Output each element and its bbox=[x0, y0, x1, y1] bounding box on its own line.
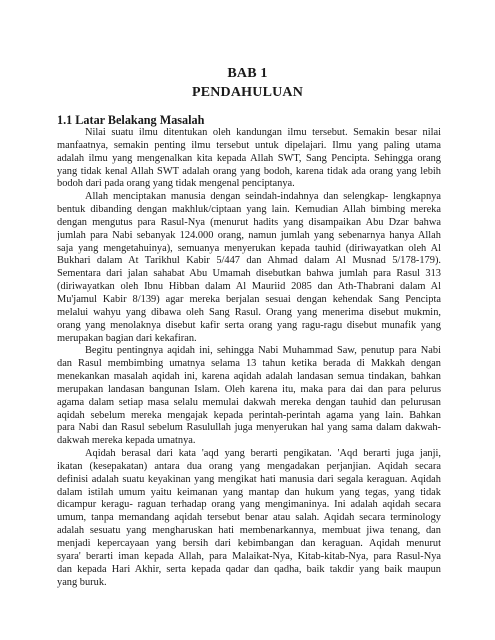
paragraph-line: bentuk dibanding dengan makhluk/ciptaan yang lain. Kemudian Allah bimbing mereka bbox=[57, 204, 441, 216]
paragraph-line: menjadi kepercayaan yang bersih dari kebimbangan dan keraguan. Aqidah menurut bbox=[57, 538, 441, 549]
paragraph-line: adalah sesuatu yang mengharuskan hati membenarkannya, membuat jiwa tenang, dan bbox=[57, 525, 441, 537]
paragraph-line: orang yang menolaknya disebut kafir serta orang yang ragu-ragu disebut munafik yang bbox=[57, 319, 441, 331]
paragraph-line: Allah menciptakan manusia dengan seindah-indahnya dan selengkap- lengkapnya bbox=[85, 191, 441, 203]
paragraph-line: agama dalam setiap masa selalu memulai dakwah mereka dengan tauhid dan pelurusan bbox=[57, 396, 441, 408]
chapter-number: BAB 1 bbox=[227, 66, 268, 81]
chapter-title: PENDAHULUAN bbox=[191, 85, 304, 100]
paragraph-line: syara' berarti iman kepada Allah, para Malaikat-Nya, Kitab-kitab-Nya, para Rasul-Nya bbox=[57, 550, 441, 562]
paragraph-line: saja yang mengetahuinya), semuanya menyerukan kepada tauhid (diriwayatkan oleh Al bbox=[57, 242, 441, 254]
paragraph-line: yang tidak kenal Allah SWT adalah orang yang bodoh, karena tidak ada orang yang lebih bbox=[57, 165, 441, 177]
paragraph-line: Mu'jamul Kabir 8/139) agar mereka berjalan sesuai dengan kehendak Sang Pencipta bbox=[57, 293, 441, 305]
paragraph-line: Bukhari dalam At Tarikhul Kabir 5/447 dan Ahmad dalam Al Musnad 5/178-179). bbox=[57, 255, 441, 267]
paragraph-line: Nilai suatu ilmu ditentukan oleh kandungan ilmu tersebut. Semakin besar nilai bbox=[85, 127, 441, 138]
section-heading: 1.1 Latar Belakang Masalah bbox=[57, 113, 205, 127]
body-text bbox=[57, 127, 441, 589]
paragraph-line: dengan mengutus para Rasul-Nya (menurut hadits yang disampaikan Abu Dzar bahwa bbox=[57, 216, 441, 228]
paragraph-line: melalui wahyu yang dibawa oleh Sang Rasul. Orang yang menerima disebut mukmin, bbox=[57, 306, 441, 318]
paragraph-line: dan Rasul membimbing umatnya selama 13 tahun ketika berada di Makkah dengan bbox=[57, 358, 441, 370]
paragraph-line: ikatan (kesepakatan) antara dua orang yang mengadakan perjanjian. Aqidah secara bbox=[57, 460, 441, 472]
paragraph-line: Begitu pentingnya aqidah ini, sehingga Nabi Muhammad Saw, penutup para Nabi bbox=[85, 345, 441, 357]
paragraph-line: aqidah sebelum mereka mengajak kepada perintah-perintah agama yang lain. Bahkan bbox=[57, 409, 441, 421]
paragraph-line: menekankan masalah aqidah ini, karena aqidah adalah landasan semua tindakan, bahkan bbox=[57, 371, 441, 383]
paragraph-line: dan kepada Hari Akhir, serta kepada qadar dan qadha, baik takdir yang baik maupun bbox=[57, 563, 441, 575]
paragraph-line: yang buruk. bbox=[57, 576, 107, 588]
paragraph-line: jumlah para Nabi sebanyak 124.000 orang, namun jumlah yang sebenarnya hanya Allah bbox=[57, 229, 441, 241]
paragraph-line: Sementara dari jalan sahabat Abu Umamah disebutkan bahwa jumlah para Rasul 313 bbox=[57, 268, 441, 280]
paragraph-line: definisi adalah suatu keyakinan yang mengikat hati manusia dari segala keraguan. Aqidah bbox=[57, 473, 441, 485]
paragraph-line: para Nabi dan Rasul sebelum Rasulullah juga menyerukan hal yang sama dalam dakwah- bbox=[57, 422, 441, 434]
paragraph-line: bodoh dari pada orang yang tidak mengenal penciptanya. bbox=[57, 178, 295, 190]
paragraph-line: Aqidah berasal dari kata 'aqd yang berarti pengikatan. 'Aqd berarti juga janji, bbox=[85, 448, 441, 460]
paragraph-line: (diriwayatkan oleh Ibnu Hibban dalam Al Mauriid 2085 dan Ath-Thabrani dalam Al bbox=[57, 281, 441, 293]
paragraph-line: dalam istilah umum yaitu keimanan yang mantap dan hukum yang tegas, yang tidak bbox=[57, 486, 441, 498]
paragraph-line: manfaatnya, semakin penting ilmu tersebut untuk dipelajari. Ilmu yang paling utama bbox=[57, 139, 441, 151]
paragraph-line: dicampur keragu- raguan terhadap orang yang mengimaninya. Ini adalah aqidah secara bbox=[57, 499, 441, 511]
paragraph-line: dakwah mereka kepada umatnya. bbox=[57, 435, 196, 447]
paragraph-line: adalah ilmu yang mengenalkan kita kepada Allah SWT, Sang Pencipta. Sehingga orang bbox=[57, 152, 441, 164]
paragraph-line: merupakan bagian dari kekafiran. bbox=[57, 332, 197, 344]
paragraph-line: umum, tanpa memandang aqidah tersebut benar atau salah. Aqidah secara terminology bbox=[57, 512, 441, 524]
paragraph-line: merupakan landasan bangunan Islam. Oleh karena itu, maka para dai dan para pelurus bbox=[57, 383, 441, 395]
